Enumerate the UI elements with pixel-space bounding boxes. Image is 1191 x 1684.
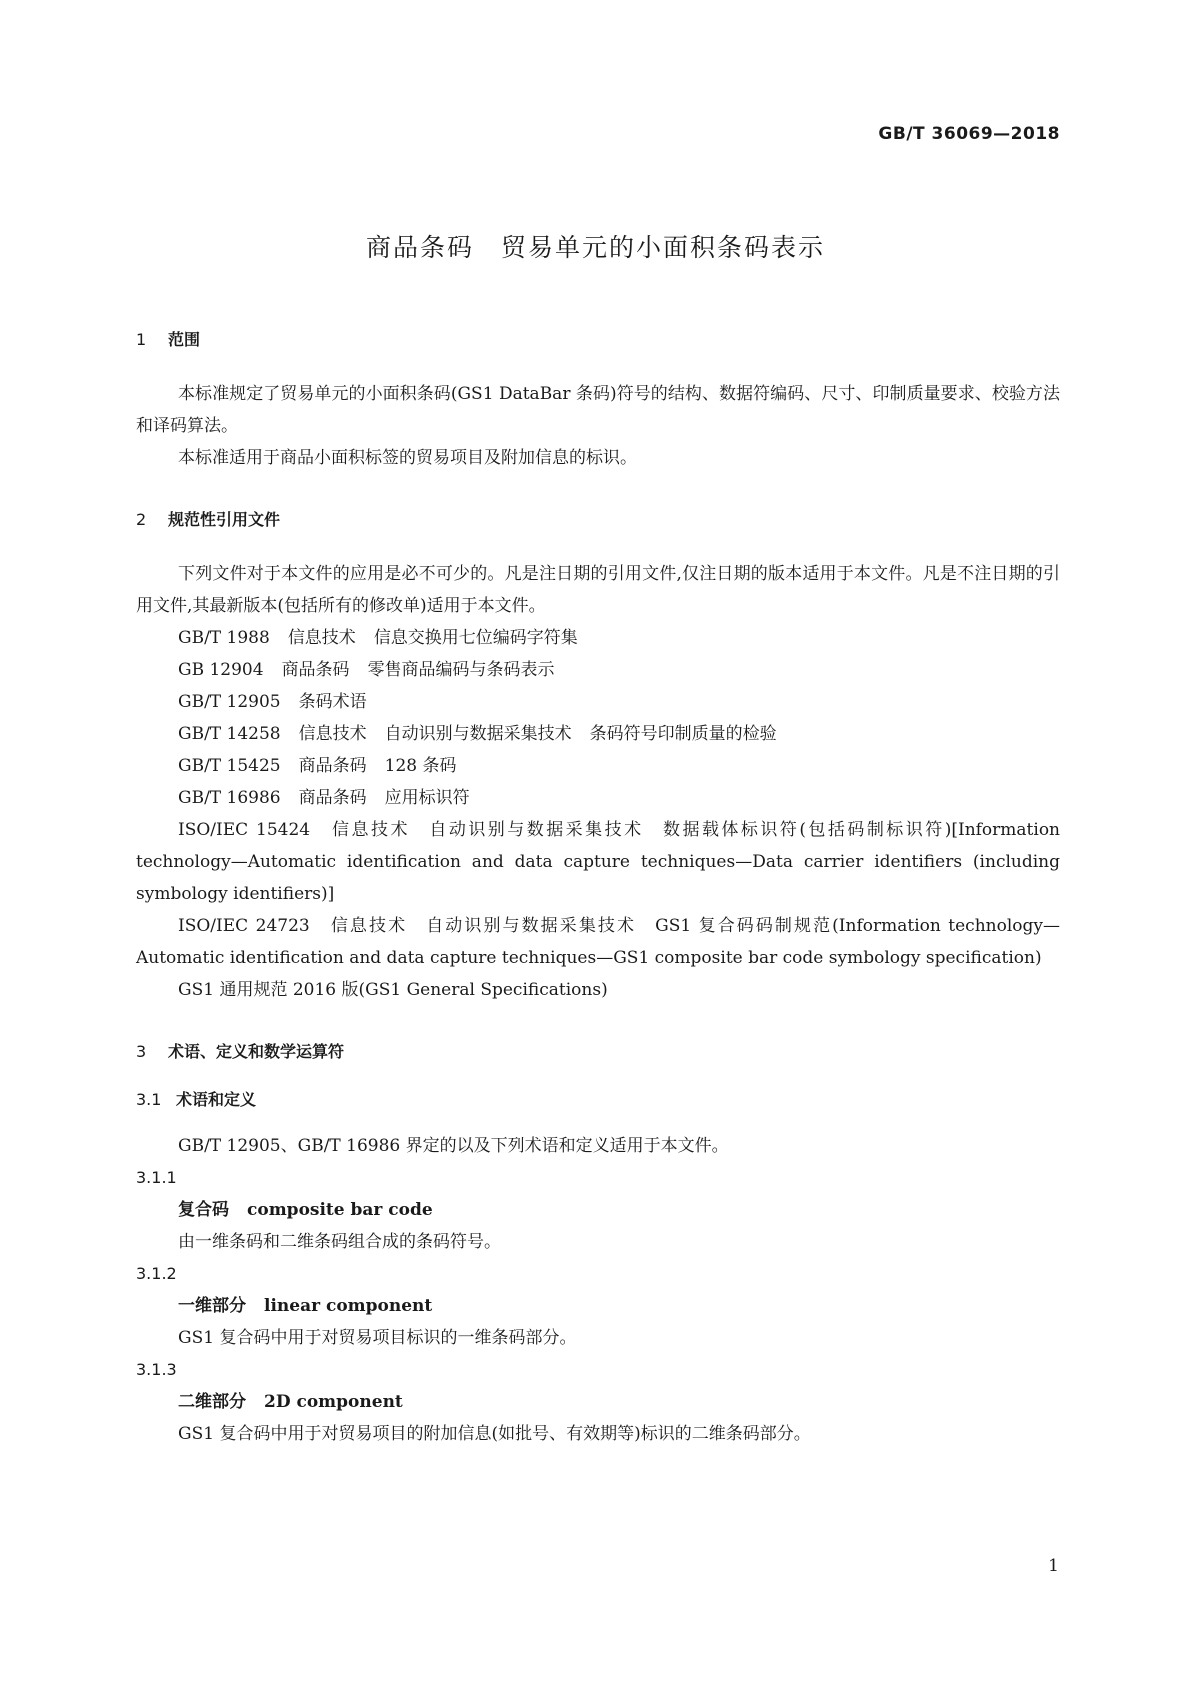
reference-title-part: 应用标识符 bbox=[384, 788, 470, 808]
section-number: 2 bbox=[136, 510, 147, 529]
section-heading-terms bbox=[136, 1036, 1060, 1068]
section-heading-scope bbox=[136, 324, 1060, 356]
paragraph: 下列文件对于本文件的应用是必不可少的。凡是注日期的引用文件,仅注日期的版本适用于本文件。凡是不注日期的引用文件,其最新版本(包括所有的修改单)适用于本文件。 bbox=[136, 564, 1060, 616]
term-definition: GS1 复合码中用于对贸易项目标识的一维条码部分。 bbox=[178, 1328, 577, 1348]
reference-title-part: 商品条码 bbox=[281, 660, 350, 680]
term-name-cn: 二维部分 bbox=[178, 1392, 246, 1412]
page-number: 1 bbox=[1048, 1556, 1059, 1576]
reference-title-part: 商品条码 bbox=[298, 756, 367, 776]
term-definition: GS1 复合码中用于对贸易项目的附加信息(如批号、有效期等)标识的二维条码部分。 bbox=[178, 1424, 811, 1444]
term-name bbox=[136, 1194, 1060, 1226]
term-number: 3.1.2 bbox=[136, 1264, 177, 1283]
reference-item bbox=[136, 782, 1060, 814]
standard-code: GB/T 36069—2018 bbox=[878, 124, 1060, 144]
subsection-number: 3.1 bbox=[136, 1090, 162, 1109]
reference-code: GB/T 1988 bbox=[178, 628, 270, 648]
term-name bbox=[136, 1290, 1060, 1322]
document-title: 商品条码 贸易单元的小面积条码表示 bbox=[365, 233, 825, 262]
reference-code: GB/T 14258 bbox=[178, 724, 281, 744]
section-title: 范围 bbox=[168, 330, 201, 349]
section-number: 3 bbox=[136, 1042, 147, 1061]
term-name-en: 2D component bbox=[264, 1392, 403, 1412]
reference-title-part: 128 条码 bbox=[384, 756, 457, 776]
reference-code: GB/T 12905 bbox=[178, 692, 281, 712]
reference-title-part: 商品条码 bbox=[298, 788, 367, 808]
reference-item bbox=[136, 654, 1060, 686]
reference-title-part: 信息交换用七位编码字符集 bbox=[373, 628, 578, 648]
reference-title-part: 自动识别与数据采集技术 bbox=[384, 724, 572, 744]
reference-item-long: GS1 通用规范 2016 版(GS1 General Specifications) bbox=[178, 980, 608, 1000]
section-number: 1 bbox=[136, 330, 147, 349]
reference-title-part: 信息技术 bbox=[287, 628, 356, 648]
subsection-heading bbox=[136, 1084, 1060, 1116]
reference-title-part: 零售商品编码与条码表示 bbox=[367, 660, 555, 680]
section-title: 规范性引用文件 bbox=[168, 510, 281, 529]
subsection-title: 术语和定义 bbox=[176, 1090, 257, 1109]
reference-item-long: ISO/IEC 15424 信息技术 自动识别与数据采集技术 数据载体标识符(包括码制标识符)[Information technology—Automatic identification and data capture techniques—Data carrier identifiers (including symbology identifiers)] bbox=[136, 820, 1060, 904]
reference-code: GB 12904 bbox=[178, 660, 264, 680]
term-name-cn: 一维部分 bbox=[178, 1296, 246, 1316]
reference-item-long: ISO/IEC 24723 信息技术 自动识别与数据采集技术 GS1 复合码码制规范(Information technology—Automatic identification and data capture techniques—GS1 composite bar code symbology specification) bbox=[136, 916, 1060, 968]
reference-title-part: 条码术语 bbox=[298, 692, 367, 712]
reference-item bbox=[136, 718, 1060, 750]
term-name-cn: 复合码 bbox=[178, 1200, 229, 1220]
document-body bbox=[136, 324, 1060, 1450]
paragraph: 本标准规定了贸易单元的小面积条码(GS1 DataBar 条码)符号的结构、数据符编码、尺寸、印制质量要求、校验方法和译码算法。 bbox=[136, 384, 1060, 436]
reference-title-part: 信息技术 bbox=[298, 724, 367, 744]
reference-item bbox=[136, 750, 1060, 782]
reference-item bbox=[136, 686, 1060, 718]
reference-code: GB/T 15425 bbox=[178, 756, 281, 776]
term-number: 3.1.1 bbox=[136, 1168, 177, 1187]
term-definition: 由一维条码和二维条码组合成的条码符号。 bbox=[178, 1232, 501, 1252]
reference-title-part: 条码符号印制质量的检验 bbox=[589, 724, 777, 744]
term-name bbox=[136, 1386, 1060, 1418]
term-name-en: linear component bbox=[264, 1296, 433, 1316]
reference-code: GB/T 16986 bbox=[178, 788, 281, 808]
paragraph: GB/T 12905、GB/T 16986 界定的以及下列术语和定义适用于本文件。 bbox=[178, 1136, 729, 1156]
paragraph: 本标准适用于商品小面积标签的贸易项目及附加信息的标识。 bbox=[178, 448, 637, 468]
term-number: 3.1.3 bbox=[136, 1360, 177, 1379]
reference-item bbox=[136, 622, 1060, 654]
section-title: 术语、定义和数学运算符 bbox=[168, 1042, 345, 1061]
section-heading-references bbox=[136, 504, 1060, 536]
term-name-en: composite bar code bbox=[247, 1200, 433, 1220]
